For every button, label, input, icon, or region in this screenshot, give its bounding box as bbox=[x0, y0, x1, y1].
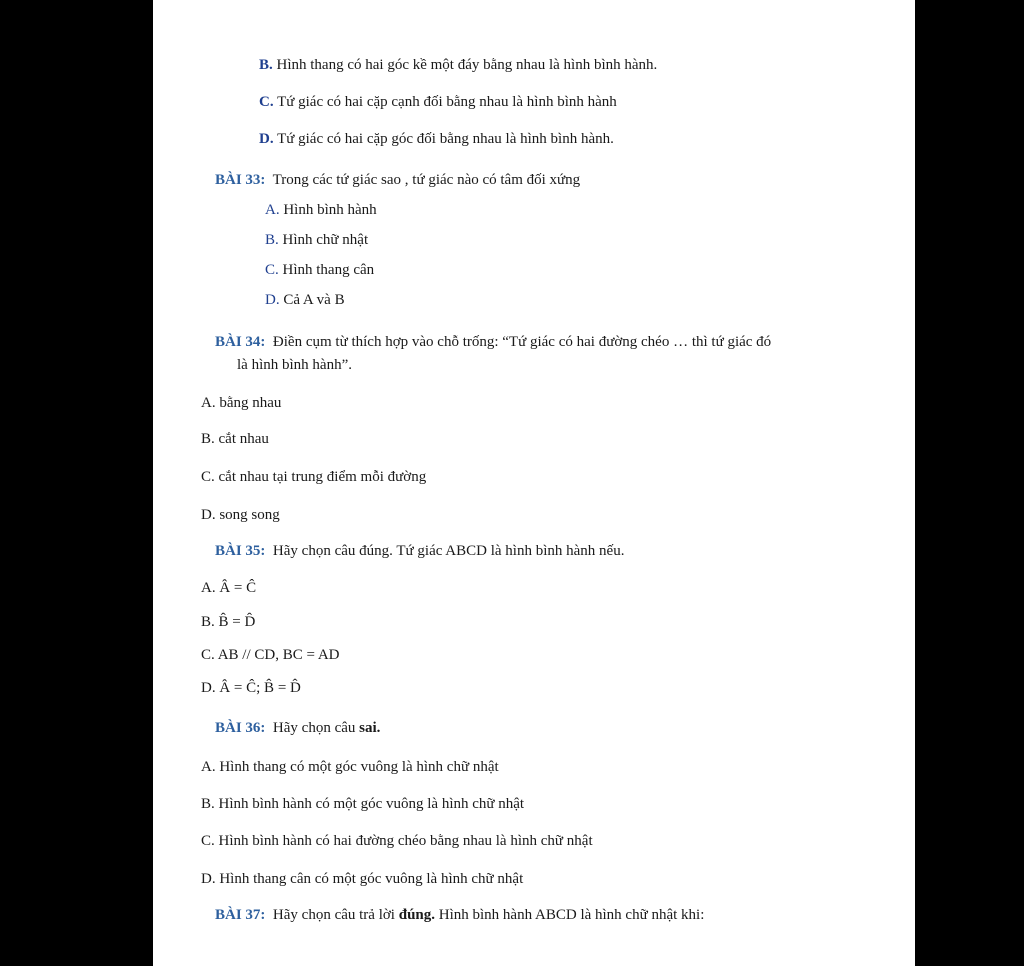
prev-option-d bbox=[259, 130, 614, 148]
option-text: Hình thang cân có một góc vuông là hình chữ nhật bbox=[219, 871, 524, 887]
prev-option-b bbox=[259, 56, 657, 74]
bai36-option-b bbox=[201, 795, 524, 813]
bai35-option-a bbox=[201, 579, 256, 597]
bai35-option-c bbox=[201, 646, 340, 664]
bai34-option-a bbox=[201, 394, 281, 412]
option-text: Â = Ĉ bbox=[219, 580, 257, 596]
bai36-question bbox=[215, 719, 380, 737]
option-text: Hình bình hành có một góc vuông là hình chữ nhật bbox=[218, 796, 525, 812]
option-label: A. bbox=[201, 395, 216, 411]
option-label: B. bbox=[259, 57, 273, 73]
option-label: B. bbox=[201, 614, 215, 630]
option-label: C. bbox=[201, 833, 215, 849]
option-text: B̂ = D̂ bbox=[218, 614, 256, 630]
option-label: B. bbox=[265, 232, 279, 248]
option-label: A. bbox=[201, 580, 216, 596]
question-label: BÀI 34: bbox=[215, 334, 266, 350]
bai36-option-c bbox=[201, 832, 593, 850]
bai33-question bbox=[215, 171, 580, 189]
option-label: C. bbox=[259, 94, 274, 110]
option-label: B. bbox=[201, 796, 215, 812]
option-label: D. bbox=[201, 680, 216, 696]
question-label: BÀI 35: bbox=[215, 543, 266, 559]
bai35-option-d bbox=[201, 679, 301, 697]
option-label: A. bbox=[265, 202, 280, 218]
option-label: C. bbox=[265, 262, 279, 278]
bai34-question-continued bbox=[237, 356, 352, 374]
option-label: D. bbox=[201, 871, 216, 887]
option-text: AB // CD, BC = AD bbox=[217, 647, 340, 663]
option-text: Hình bình hành bbox=[283, 202, 377, 218]
bai36-option-d bbox=[201, 870, 523, 888]
question-label: BÀI 37: bbox=[215, 907, 266, 923]
question-emphasis: đúng. bbox=[398, 907, 436, 923]
option-text: Hình thang cân bbox=[282, 262, 375, 278]
bai34-option-d bbox=[201, 506, 280, 524]
question-text: là hình bình hành”. bbox=[237, 357, 352, 373]
bai33-option-c bbox=[265, 261, 374, 279]
question-text: Hãy chọn câu bbox=[272, 720, 356, 736]
bai33-option-b bbox=[265, 231, 368, 249]
option-text: Hình chữ nhật bbox=[282, 232, 369, 248]
option-text: Hình thang có hai góc kề một đáy bằng nhau là hình bình hành. bbox=[276, 57, 658, 73]
option-label: C. bbox=[201, 647, 215, 663]
bai34-option-b bbox=[201, 430, 269, 448]
bai34-option-c bbox=[201, 468, 426, 486]
prev-option-c bbox=[259, 93, 617, 111]
option-text: Tứ giác có hai cặp cạnh đối bằng nhau là hình bình hành bbox=[277, 94, 617, 110]
question-text: Trong các tứ giác sao , tứ giác nào có tâm đối xứng bbox=[272, 172, 581, 188]
question-text: Hãy chọn câu đúng. Tứ giác ABCD là hình bình hành nếu. bbox=[272, 543, 625, 559]
option-text: Tứ giác có hai cặp góc đối bằng nhau là hình bình hành. bbox=[277, 131, 614, 147]
option-text: cắt nhau bbox=[218, 431, 269, 447]
question-text: Điền cụm từ thích hợp vào chỗ trống: “Tứ giác có hai đường chéo … thì tứ giác đó bbox=[272, 334, 772, 350]
bai34-question bbox=[215, 333, 771, 351]
option-label: D. bbox=[265, 292, 280, 308]
question-label: BÀI 36: bbox=[215, 720, 266, 736]
option-text: Hình thang có một góc vuông là hình chữ nhật bbox=[219, 759, 499, 775]
bai35-question bbox=[215, 542, 624, 560]
option-text: bằng nhau bbox=[219, 395, 282, 411]
option-text: Cả A và B bbox=[283, 292, 345, 308]
document-page bbox=[153, 0, 915, 966]
option-text: Â = Ĉ; B̂ = D̂ bbox=[219, 680, 301, 696]
bai36-option-a bbox=[201, 758, 499, 776]
question-emphasis: sai. bbox=[359, 720, 381, 736]
option-label: C. bbox=[201, 469, 215, 485]
option-label: A. bbox=[201, 759, 216, 775]
option-label: D. bbox=[259, 131, 274, 147]
option-label: B. bbox=[201, 431, 215, 447]
bai35-option-b bbox=[201, 613, 255, 631]
option-text: cắt nhau tại trung điểm mỗi đường bbox=[218, 469, 427, 485]
bai37-question bbox=[215, 906, 704, 924]
bai33-option-d bbox=[265, 291, 345, 309]
question-text: Hãy chọn câu trả lời bbox=[272, 907, 395, 923]
question-label: BÀI 33: bbox=[215, 172, 266, 188]
option-text: song song bbox=[219, 507, 280, 523]
bai33-option-a bbox=[265, 201, 377, 219]
question-text-continued: Hình bình hành ABCD là hình chữ nhật khi: bbox=[438, 907, 705, 923]
option-label: D. bbox=[201, 507, 216, 523]
option-text: Hình bình hành có hai đường chéo bằng nhau là hình chữ nhật bbox=[218, 833, 593, 849]
